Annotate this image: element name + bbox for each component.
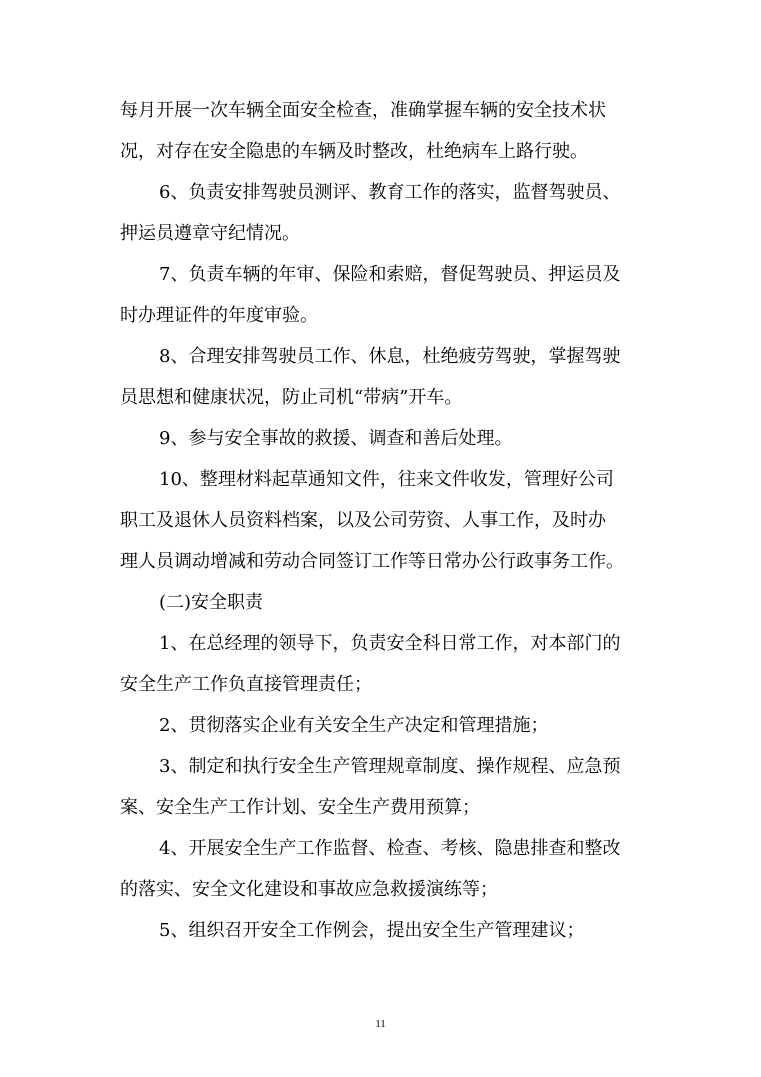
text-line: 时办理证件的年度审验。	[120, 305, 318, 326]
text-line: 员思想和健康状况，防止司机“带病”开车。	[120, 387, 463, 408]
text-line: 3、制定和执行安全生产管理规章制度、操作规程、应急预	[159, 756, 621, 777]
text-line: 9、参与安全事故的救援、调查和善后处理。	[159, 428, 513, 449]
text-line: 8、合理安排驾驶员工作、休息，杜绝疲劳驾驶，掌握驾驶	[159, 346, 621, 367]
text-line: 10、整理材料起草通知文件，往来文件收发，管理好公司	[159, 469, 614, 490]
text-line: 4、开展安全生产工作监督、检查、考核、隐患排查和整改	[159, 838, 621, 859]
text-line: 每月开展一次车辆全面安全检查，准确掌握车辆的安全技术状	[120, 100, 606, 121]
text-line: 况，对存在安全隐患的车辆及时整改，杜绝病车上路行驶。	[120, 141, 588, 162]
text-line: 职工及退休人员资料档案，以及公司劳资、人事工作，及时办	[120, 510, 606, 531]
section-heading: (二)安全职责	[159, 592, 264, 613]
text-line: 2、贯彻落实企业有关安全生产决定和管理措施；	[159, 715, 549, 736]
page-number: 11	[375, 1018, 386, 1030]
text-line: 6、负责安排驾驶员测评、教育工作的落实，监督驾驶员、	[159, 182, 621, 203]
text-line: 的落实、安全文化建设和事故应急救援演练等；	[120, 879, 498, 900]
text-line: 案、安全生产工作计划、安全生产费用预算；	[120, 797, 480, 818]
text-line: 7、负责车辆的年审、保险和索赔，督促驾驶员、押运员及	[159, 264, 621, 285]
text-line: 5、组织召开安全工作例会，提出安全生产管理建议；	[159, 920, 585, 941]
text-line: 安全生产工作负直接管理责任；	[120, 674, 372, 695]
text-line: 1、在总经理的领导下，负责安全科日常工作，对本部门的	[159, 633, 621, 654]
text-line: 理人员调动增减和劳动合同签订工作等日常办公行政事务工作。	[120, 551, 624, 572]
text-line: 押运员遵章守纪情况。	[120, 223, 300, 244]
